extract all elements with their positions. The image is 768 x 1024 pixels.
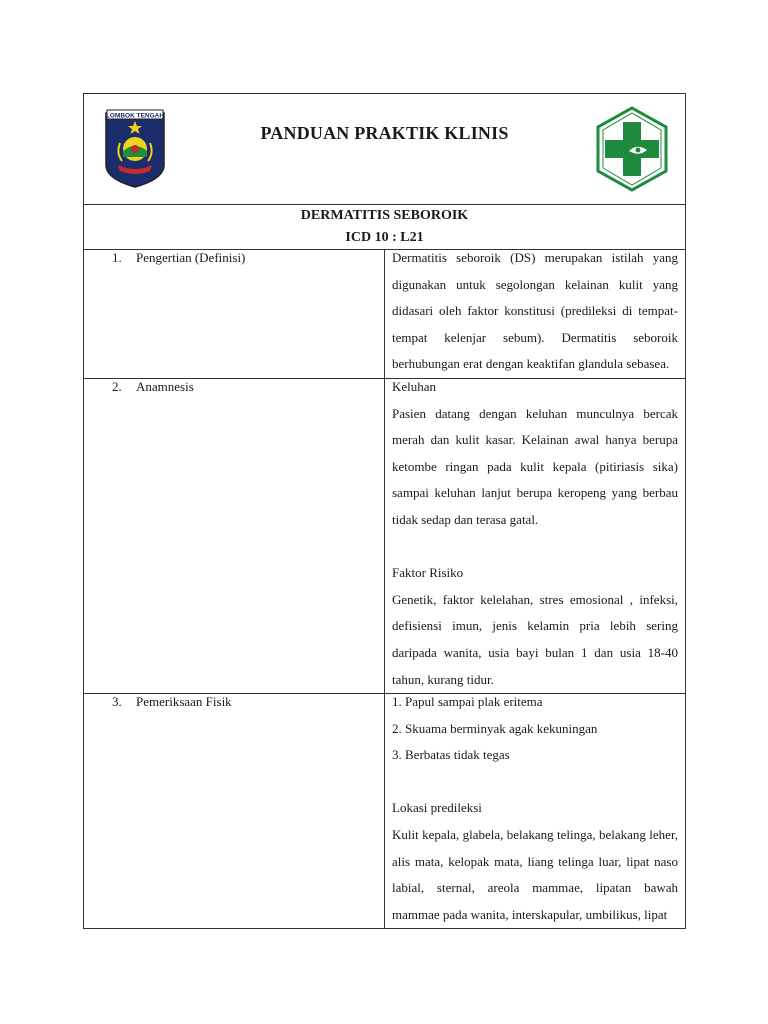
list-item: 3. Berbatas tidak tegas [392, 747, 510, 763]
emblem-text: LOMBOK TENGAH [105, 112, 165, 120]
clinical-guideline-table [83, 93, 686, 929]
section-label-cell [84, 694, 385, 929]
definition-paragraph: Dermatitis seboroik (DS) merupakan istilah yang digunakan untuk segolongan kelainan kulit yang didasari oleh faktor konstitusi (predileksi di tempat-tempat kelenjar sebum). Dermatitis seboroik berhubungan erat dengan keaktifan glandula sebasea. [392, 250, 678, 372]
header-cell [84, 94, 686, 205]
section-label: Anamnesis [136, 378, 194, 394]
complaint-heading: Keluhan [392, 378, 437, 394]
section-label-cell [84, 250, 385, 379]
disease-title: DERMATITIS SEBOROIK [300, 208, 469, 223]
section-number: 3. [112, 694, 122, 710]
section-content-cell [385, 250, 686, 379]
section-label: Pemeriksaan Fisik [136, 694, 232, 710]
predilection-paragraph: Kulit kepala, glabela, belakang telinga, belakang leher, alis mata, kelopak mata, liang telinga luar, lipat naso labial, sternal, areola mammae, lipatan bawah mammae pada wanita, interskapular, umbilikus, lipat [392, 827, 678, 922]
section-content-cell [385, 694, 686, 929]
section-label-cell [84, 378, 385, 693]
predilection-heading: Lokasi predileksi [392, 800, 482, 816]
risk-factor-heading: Faktor Risiko [392, 565, 464, 581]
puskesmas-cross-icon [595, 106, 669, 192]
section-number: 1. [112, 250, 122, 265]
lombok-tengah-emblem-icon [104, 107, 166, 189]
page-title: PANDUAN PRAKTIK KLINIS [260, 123, 509, 143]
risk-factor-paragraph: Genetik, faktor kelelahan, stres emosional , infeksi, defisiensi imun, jenis kelamin pria lebih sering daripada wanita, usia bayi bulan 1 dan usia 18-40 tahun, kurang tidur. [392, 591, 678, 687]
complaint-paragraph: Pasien datang dengan keluhan munculnya bercak merah dan kulit kasar. Kelainan awal hanya berupa ketombe ringan pada kulit kepala (pitiriasis sika) sampai keluhan lanjut berupa keropeng yang berbau tidak sedap dan terasa gatal. [392, 405, 678, 527]
icd-code: ICD 10 : L21 [345, 230, 424, 245]
section-content-cell [385, 378, 686, 693]
list-item: 1. Papul sampai plak eritema [392, 694, 543, 710]
section-label: Pengertian (Definisi) [136, 250, 246, 265]
list-item: 2. Skuama berminyak agak kekuningan [392, 720, 598, 736]
subtitle-cell [84, 205, 686, 250]
section-number: 2. [112, 378, 122, 394]
